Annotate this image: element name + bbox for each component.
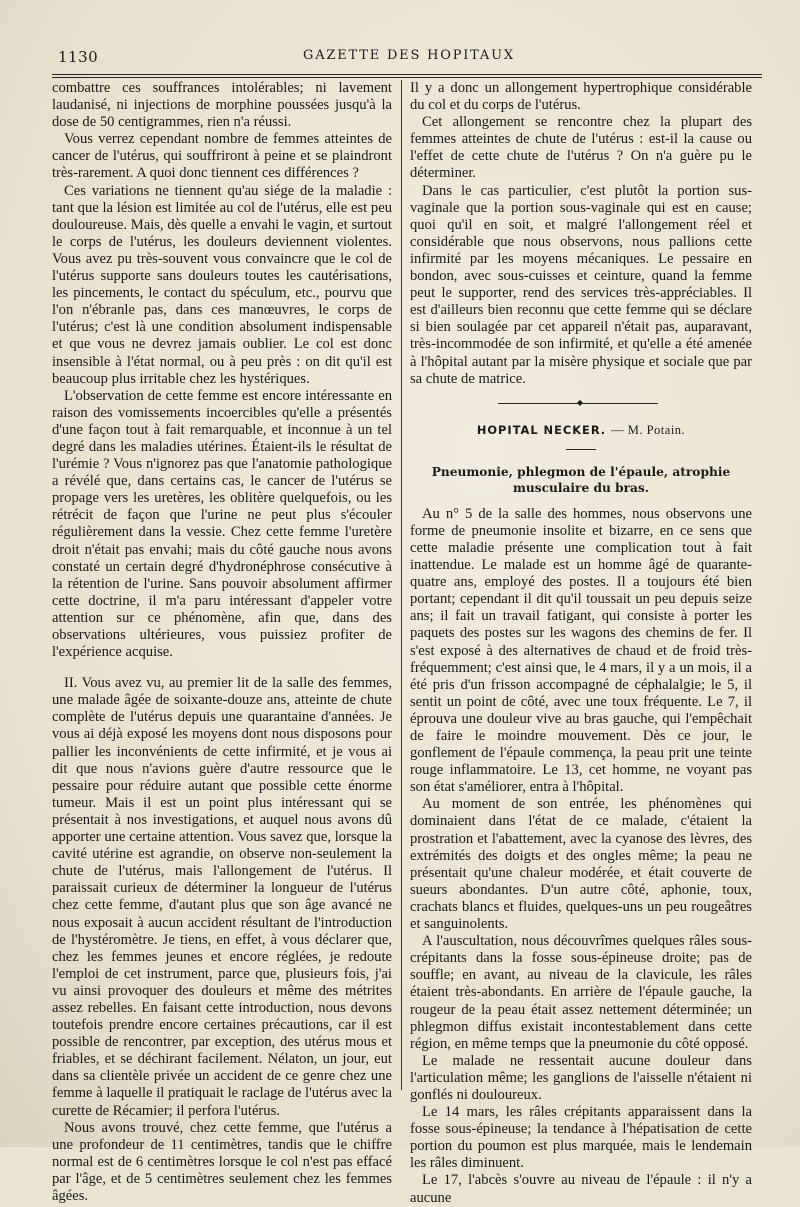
paragraph: L'observation de cette femme est encore intéressante en raison des vomissements incoercibles qu'elle a présentés d'une façon tout à fait remarquable, et inconnue à un tel degré dans les maladies utérines. Étaient-ils le résultat de l'urémie ? Vous n'ignorez pas que l'anatomie pathologique a révélé que, dans certains cas, le cancer de l'utérus se propage vers les uretères, les oblitère quelquefois, ou les rétrécit de façon que l'urine ne peut plus s'écouler régulièrement dans la vessie. Chez cette femme l'uretère droit n'était pas envahi; mais du côté gauche nous avons constaté un certain degré d'hydronéphrose consécutive à la rétention de l'urine. Sans pouvoir absolument affirmer cette doctrine, il m'a paru intéressant d'appeler votre attention sur ce phénomène, afin que, dans des observations ultérieures, vous puissiez profiter de l'expérience acquise. <box>52 387 392 661</box>
section-ornament <box>410 397 752 408</box>
section-author: — M. Potain. <box>611 422 686 437</box>
page-number: 1130 <box>58 48 99 66</box>
paragraph: Nous avons trouvé, chez cette femme, que l'utérus a une profondeur de 11 centimètres, tandis que le chiffre normal est de 6 centimètres lorsque le col n'est pas effacé par l'âge, et de 5 centimètres seulement chez les femmes âgées. <box>52 1119 392 1204</box>
paragraph: A l'auscultation, nous découvrîmes quelques râles sous-crépitants dans la fosse sous-épineuse droite; pas de souffle; en avant, au niveau de la clavicule, les râles étaient très-abondants. En arrière de l'épaule gauche, la rougeur de la peau était assez nettement déterminée; un phlegmon diffus existait incontestablement dans cette région, en même temps que la pneumonie du côté opposé. <box>410 933 752 1052</box>
page-header <box>58 44 760 66</box>
paragraph: Dans le cas particulier, c'est plutôt la portion sus-vaginale que la portion sous-vaginale qui est en cause; quoi qu'il en soit, et malgré l'allongement réel et considérable que nous observons, nous pallions cette infirmité par les moyens mécaniques. Le pessaire en bondon, avec sous-cuisses et ceinture, quand la femme peut le supporter, rend des services très-appréciables. Il est d'ailleurs bien reconnu que cette femme qui se déclare si bien soulagée par cet appareil n'était pas, auparavant, très-incommodée de son infirmité, et qu'elle a été amenée à l'hôpital autant par la misère physique et sociale que par sa chute de matrice. <box>410 182 752 387</box>
paragraph: Le 14 mars, les râles crépitants apparaissent dans la fosse sous-épineuse; la tendance à l'hépatisation de cette portion du poumon est plus marquée, mais le lendemain les râles diminuent. <box>410 1104 752 1172</box>
left-column <box>52 80 392 1204</box>
paragraph: Au moment de son entrée, les phénomènes qui dominaient dans l'état de ce malade, c'étaient la prostration et l'abattement, avec la cyanose des lèvres, des extrémités des doigts et des ongles même; la peau ne présentait qu'une chaleur modérée, et était couverte de sueurs abondantes. D'un autre côté, aphonie, toux, crachats blancs et fluides, quelques-uns un peu rougeâtres et sanguinolents. <box>410 796 752 933</box>
paragraph: Le malade ne ressentait aucune douleur dans l'articulation même; les ganglions de l'aisselle n'étaient ni gonflés ni douloureux. <box>410 1052 752 1103</box>
header-rule-secondary <box>52 77 762 78</box>
ornament-diamond-icon: ◆ <box>576 397 584 407</box>
paragraph: combattre ces souffrances intolérables; ni lavement laudanisé, ni injections de morphine poussées jusqu'à la dose de 50 centigrammes, rien n'a réussi. <box>52 80 392 131</box>
paragraph: II. Vous avez vu, au premier lit de la salle des femmes, une malade âgée de soixante-douze ans, atteinte de chute complète de l'utérus depuis une quarantaine d'années. Je vous ai déjà exposé les moyens dont nous disposons pour pallier les inconvénients de cette infirmité, et je vous ai dit que nous n'avions guère d'autre ressource que le pessaire pour réduire autant que possible cette énorme tumeur. Mais il est un point plus intéressant qui se présentait à nos investigations, et auquel nous avons dû apporter une certaine attention. Vous savez que, lorsque la cavité utérine est agrandie, on observe non-seulement la chute de l'utérus, mais l'allongement de l'utérus. Il paraissait curieux de déterminer la longueur de l'utérus chez cette femme, d'autant plus que son âge avancé ne nous exposait à aucun accident résultant de l'introduction de l'hystéromètre. Je tiens, en effet, à vous déclarer que, chez les femmes jeunes et encore réglées, je redoute l'emploi de cet instrument, parce que, plusieurs fois, j'ai vu ainsi provoquer des douleurs et même des métrites assez rebelles. En faisant cette introduction, nous devons toutefois prendre encore certaines précautions, car il est possible de rencontrer, par exception, des utérus mous et friables, et se déchirant facilement. Nélaton, un jour, eut dans sa clientèle privée un accident de ce genre chez une femme à laquelle il pratiquait le raclage de l'utérus avec la curette de Récamier; il perfora l'utérus. <box>52 675 392 1119</box>
header-rule <box>52 74 762 75</box>
paragraph: Le 17, l'abcès s'ouvre au niveau de l'épaule : il n'y a aucune <box>410 1172 752 1206</box>
paragraph: Cet allongement se rencontre chez la plupart des femmes atteintes de chute de l'utérus : est-il la cause ou l'effet de cette chute de l'utérus ? On n'a guère pu le déterminer. <box>410 114 752 182</box>
column-divider <box>401 80 402 1090</box>
short-rule <box>566 449 596 450</box>
journal-title: GAZETTE DES HOPITAUX <box>303 48 515 63</box>
section-heading <box>410 422 752 439</box>
section-title: HOPITAL NECKER. <box>476 422 607 437</box>
paragraph: Il y a donc un allongement hypertrophique considérable du col et du corps de l'utérus. <box>410 80 752 114</box>
paragraph: Au n° 5 de la salle des hommes, nous observons une forme de pneumonie insolite et bizarre, en ce sens que cette maladie présente une complication tout à fait inattendue. Le malade est un homme âgé de quarante-quatre ans, employé des postes. Il a toujours été bien portant; cependant il dit qu'il toussait un peu depuis seize ans; il fait un travail fatigant, qui consiste à porter les paquets des postes sur les wagons des chemins de fer. Il s'est exposé à des alternatives de chaud et de froid très-fréquemment; c'est ainsi que, le 4 mars, il y a un mois, il a été pris d'un frisson accompagné de céphalalgie; le 5, il sentit un point de côté, avec une toux fréquente. Le 7, il éprouva une douleur vive au bras gauche, qui l'empêchait de faire le moindre mouvement. Dès ce jour, le gonflement de l'épaule commença, la peau prit une teinte rouge inflammatoire. Le 13, cet homme, ne voyant pas son état s'améliorer, entra à l'hôpital. <box>410 505 752 796</box>
paragraph: Vous verrez cependant nombre de femmes atteintes de cancer de l'utérus, qui souffriront à peine et se plaindront très-rarement. A quoi donc tiennent ces différences ? <box>52 131 392 182</box>
right-column <box>410 80 752 1206</box>
article-subtitle: Pneumonie, phlegmon de l'épaule, atrophie musculaire du bras. <box>431 464 731 495</box>
paragraph: Ces variations ne tiennent qu'au siége de la maladie : tant que la lésion est limitée au col de l'utérus, elle est peu douloureuse. Mais, dès quelle a envahi le vagin, et surtout le corps de l'utérus, les douleurs deviennent violentes. Vous avez pu très-souvent vous convaincre que le col de l'utérus supporte sans douleurs toutes les cautérisations, les pincements, le contact du spéculum, etc., pourvu que l'on n'ébranle pas, dans ces manœuvres, le corps de l'utérus; c'est là une condition absolument indispensable et que vous ne devrez jamais oublier. Le col est donc insensible à l'état normal, ou à peu près : on dit qu'il est beaucoup plus irritable chez les hystériques. <box>52 182 392 387</box>
